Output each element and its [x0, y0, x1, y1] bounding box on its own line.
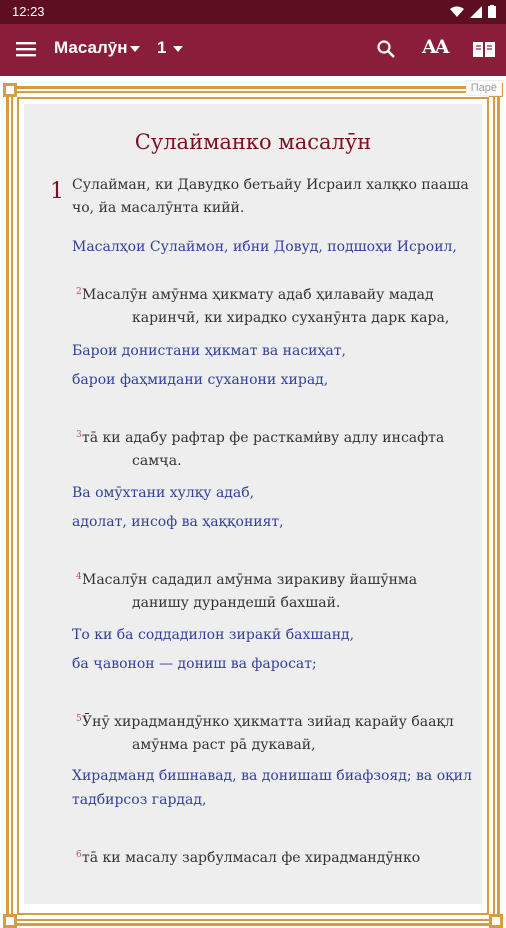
chapter-selector[interactable]: 1 [157, 38, 167, 57]
border-corner [3, 914, 17, 928]
verse-number: 6 [76, 850, 82, 860]
verse-number: 5 [76, 714, 82, 724]
wifi-icon [450, 6, 464, 18]
verse-line: самҷа. [132, 453, 182, 469]
chevron-down-icon[interactable] [173, 46, 183, 52]
search-icon[interactable] [376, 39, 396, 59]
translation-line: Ва омӯхтани хулқу адаб, [72, 485, 255, 501]
app-bar [0, 24, 506, 76]
verse-line: тā ки адабу рафтар фе растками̇ву адлу инсафта [82, 430, 445, 446]
translation-line: Барои донистани ҳикмат ва насиҳат, [72, 343, 346, 359]
translation-line: Хирадманд бишнавад, ва донишаш биафзояд; ва оқил [72, 768, 472, 784]
translation-line: Масалҳои Сулаймон, ибни Довуд, подшоҳи Исроил, [72, 239, 457, 255]
verse-line: чо, йа масалӯнта кийй. [72, 200, 245, 216]
verse-line: Масалӯн сададил амӯнма зиракиву йашӯнма [82, 572, 418, 588]
status-icons [450, 5, 496, 18]
chevron-down-icon[interactable] [130, 46, 140, 52]
verse-line: Сулайман, ки Давудко бетьайу Исраил халқко пааша [72, 177, 469, 193]
verse-number: 3 [76, 430, 82, 440]
book-selector[interactable]: Масалӯн [54, 38, 128, 57]
status-time: 12:23 [12, 4, 45, 19]
text-size-icon[interactable]: AA [422, 36, 448, 58]
menu-icon[interactable] [16, 39, 36, 59]
open-book-icon[interactable] [472, 39, 496, 59]
verse-number: 2 [76, 287, 82, 297]
reading-page [0, 76, 506, 900]
chapter-title: Сулайманко масалӯн [134, 130, 372, 154]
verse-line: амӯнма раст рā дукавай, [132, 737, 316, 753]
translation-line: То ки ба соддадилон зиракӣ бахшанд, [72, 627, 355, 643]
verse-line: каринчӣ, ки хирадко суханӯнта дарк кара, [132, 310, 450, 326]
verse-line: данишу дурандешӣ бахшай. [132, 595, 341, 611]
verse-line: тā ки масалу зарбулмасал фе хирадмандӯнко [82, 850, 421, 866]
battery-icon [488, 5, 496, 18]
scripture-text [24, 104, 482, 904]
verse-line: Ӯнӯ хирадмандӯнко ҳикматта зийад карайу баақл [82, 714, 454, 730]
translation-line: адолат, инсоф ва ҳаққоният, [72, 514, 284, 530]
translation-line: барои фаҳмидани суханони хирад, [72, 372, 329, 388]
border-corner [3, 83, 17, 97]
verse-number: 4 [76, 572, 82, 582]
border-corner [489, 914, 503, 928]
verse-line: Масалӯн амӯнма ҳикмату адаб ҳилавайу мадад [82, 287, 434, 303]
status-bar [0, 0, 506, 24]
signal-icon [470, 6, 482, 18]
chapter-number: 1 [50, 179, 64, 204]
translation-line: тадбирсоз гардад, [72, 792, 207, 808]
parallel-button[interactable]: Парё [466, 80, 502, 96]
translation-line: ба ҷавонон — дониш ва фаросат; [72, 656, 317, 672]
